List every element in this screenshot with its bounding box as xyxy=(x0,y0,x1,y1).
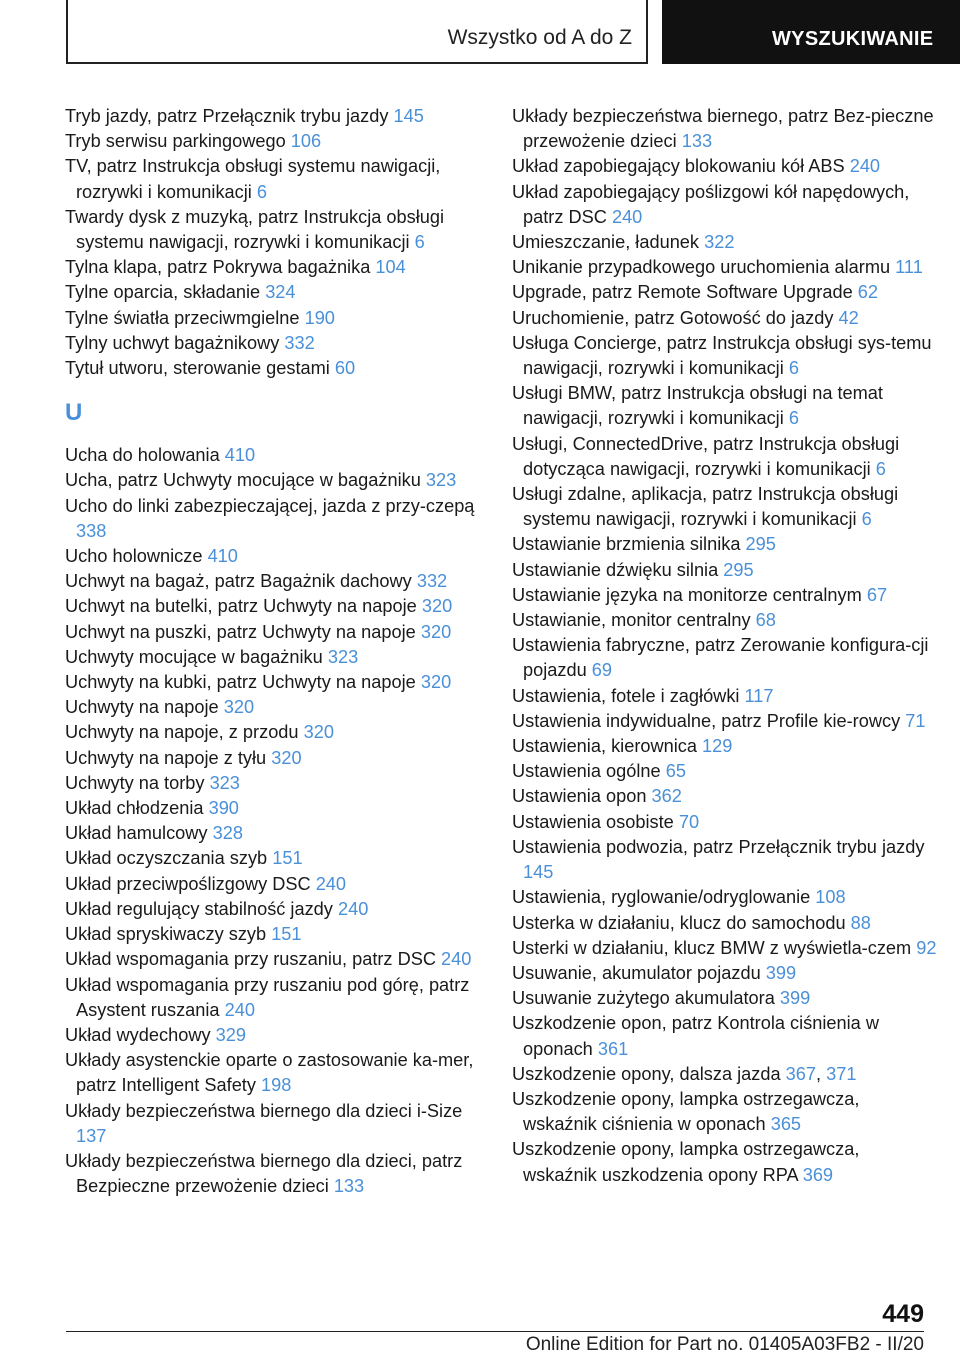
index-entry xyxy=(512,759,937,784)
index-entry-text: Ucha do holowania xyxy=(65,445,220,466)
index-entry xyxy=(512,1137,937,1187)
index-entry xyxy=(65,129,485,154)
index-entry xyxy=(65,443,485,468)
page-link[interactable]: 320 xyxy=(420,621,452,642)
index-entry xyxy=(512,331,937,381)
index-entry xyxy=(65,594,485,619)
index-entry xyxy=(65,356,485,381)
page-link[interactable]: 104 xyxy=(375,257,406,278)
index-entry-text: Umieszczanie, ładunek xyxy=(512,232,700,253)
page-link[interactable]: 68 xyxy=(755,610,776,631)
index-entry-text: Unikanie przypadkowego uruchomienia alarmu xyxy=(512,257,891,278)
index-entry-text: Uruchomienie, patrz Gotowość do jazdy xyxy=(512,307,834,328)
page-link[interactable]: 145 xyxy=(393,106,424,126)
page-link[interactable]: 6 xyxy=(788,408,799,429)
page-link[interactable]: 369 xyxy=(802,1164,834,1185)
index-entry-text: Układ regulujący stabilność jazdy xyxy=(65,898,333,919)
page-link[interactable]: 240 xyxy=(337,898,369,919)
index-entry xyxy=(65,205,485,255)
index-column-right xyxy=(512,104,937,1188)
index-entry xyxy=(65,1099,485,1149)
index-entry-text: Ustawianie dźwięku silnia xyxy=(512,559,719,580)
index-entry xyxy=(65,645,485,670)
page-link[interactable]: 320 xyxy=(271,747,302,768)
index-entry xyxy=(512,709,937,734)
page-link[interactable]: 371 xyxy=(826,1063,857,1084)
page-link[interactable]: 70 xyxy=(678,811,700,832)
page-link[interactable]: 410 xyxy=(207,546,238,567)
page-link[interactable]: 6 xyxy=(875,458,886,479)
index-entry xyxy=(65,796,485,821)
index-entry xyxy=(65,872,485,897)
index-entry xyxy=(512,583,937,608)
index-entry xyxy=(512,104,937,154)
page-link[interactable]: 399 xyxy=(765,962,797,983)
index-entry-text: Usterki w działaniu, klucz BMW z wyświetla-czem xyxy=(512,937,912,958)
index-entry xyxy=(512,608,937,633)
index-entry xyxy=(512,532,937,557)
page-link[interactable]: 332 xyxy=(284,332,315,353)
index-entry-text: Usterka w działaniu, klucz do samochodu xyxy=(512,912,846,933)
index-entry xyxy=(65,771,485,796)
index-entry xyxy=(512,306,937,331)
index-entry xyxy=(65,306,485,331)
page-link[interactable]: 106 xyxy=(290,131,322,152)
index-entry-text: Tryb jazdy, patrz Przełącznik trybu jazdy xyxy=(65,106,389,126)
index-entry xyxy=(512,154,937,179)
index-entry-text: Ustawianie, monitor centralny xyxy=(512,610,751,631)
page-link[interactable]: 69 xyxy=(591,660,613,681)
page-link[interactable]: 6 xyxy=(788,358,799,379)
index-entry-text: Układy asystenckie oparte o zastosowanie ka-mer, patrz Intelligent Safety xyxy=(65,1050,474,1096)
page-link[interactable]: 151 xyxy=(271,924,302,945)
page-link[interactable]: 295 xyxy=(723,559,754,580)
index-entry xyxy=(512,381,937,431)
index-entry xyxy=(65,973,485,1023)
page-link[interactable]: 60 xyxy=(334,358,356,379)
index-entry xyxy=(65,494,485,544)
index-entry-text: Uchwyty na torby xyxy=(65,772,205,793)
index-entry: Uszkodzenie opony, dalsza jazda 367, 371 xyxy=(512,1063,857,1084)
index-entry xyxy=(512,1087,937,1137)
index-entry xyxy=(512,280,937,305)
page-link[interactable]: 365 xyxy=(770,1114,802,1135)
index-entry-text: Twardy dysk z muzyką, patrz Instrukcja obsługi systemu nawigacji, rozrywki i komunikacji xyxy=(65,206,445,253)
page-link[interactable]: 323 xyxy=(209,772,240,793)
index-entry-text: TV, patrz Instrukcja obsługi systemu nawigacji, rozrywki i komunikacji xyxy=(65,156,441,202)
page-link[interactable]: 324 xyxy=(265,282,296,303)
index-entry-text: Usługi, ConnectedDrive, patrz Instrukcja obsługi dotycząca nawigacji, rozrywki i komunikacji xyxy=(512,433,900,479)
index-entry xyxy=(512,936,937,961)
index-entry xyxy=(512,961,937,986)
index-entry xyxy=(512,432,937,482)
index-entry-text: Ustawienia podwozia, patrz Przełącznik trybu jazdy xyxy=(512,836,925,857)
index-entry xyxy=(65,922,485,947)
index-entry xyxy=(65,468,485,493)
index-entry xyxy=(65,1023,485,1048)
page-link[interactable]: 322 xyxy=(704,232,735,253)
index-list-left-before xyxy=(65,104,485,381)
index-entry xyxy=(65,1048,485,1098)
index-entry xyxy=(65,846,485,871)
index-column-left xyxy=(65,104,485,1199)
index-entry-text: Układy bezpieczeństwa biernego dla dzieci, patrz Bezpieczne przewożenie dzieci xyxy=(65,1150,463,1197)
index-entry xyxy=(65,255,485,280)
index-entry xyxy=(65,1149,485,1199)
index-entry-text: Uszkodzenie opon, patrz Kontrola ciśnienia w oponach xyxy=(512,1013,879,1059)
page-link[interactable]: 198 xyxy=(261,1075,292,1096)
page-link[interactable]: 240 xyxy=(441,949,472,970)
index-entry xyxy=(512,1011,937,1061)
index-entry xyxy=(512,911,937,936)
index-entry xyxy=(512,810,937,835)
page-link[interactable]: 151 xyxy=(272,848,303,869)
index-entry-text: Uchwyty na napoje, z przodu xyxy=(65,722,299,743)
footer-edition: Online Edition for Part no. 01405A03FB2 - II/20 xyxy=(525,1334,924,1355)
index-entry-text: Uchwyty mocujące w bagażniku xyxy=(65,646,323,667)
index-entry-text: Układ spryskiwaczy szyb xyxy=(65,924,267,945)
index-entry-text: Układ wspomagania przy ruszaniu, patrz DSC xyxy=(65,949,436,970)
page-link[interactable]: 129 xyxy=(702,736,733,757)
index-entry xyxy=(65,331,485,356)
index-entry-text: Układy bezpieczeństwa biernego, patrz Bez-pieczne przewożenie dzieci xyxy=(512,106,934,152)
index-entry-text: Uchwyty na napoje z tyłu xyxy=(65,747,267,768)
index-entry xyxy=(512,230,937,255)
page-link[interactable]: 240 xyxy=(224,999,255,1020)
page-link[interactable]: 92 xyxy=(916,937,937,958)
index-entry-text: Usuwanie zużytego akumulatora xyxy=(512,988,775,1009)
page-link[interactable]: 190 xyxy=(304,307,335,328)
page-link[interactable]: 323 xyxy=(425,470,457,491)
index-entry-text: Uszkodzenie opony, lampka ostrzegawcza, wskaźnik uszkodzenia opony RPA xyxy=(512,1139,860,1185)
page-link[interactable]: 133 xyxy=(681,131,713,152)
index-entry xyxy=(65,947,485,972)
index-entry xyxy=(65,280,485,305)
index-entry-text: Ucho holownicze xyxy=(65,546,203,567)
page-link[interactable]: 145 xyxy=(523,862,554,883)
page-link[interactable]: 111 xyxy=(895,257,923,278)
index-entry-text: Upgrade, patrz Remote Software Upgrade xyxy=(512,282,853,303)
index-list-right xyxy=(512,104,937,1188)
index-entry xyxy=(512,986,937,1011)
index-entry-text: Uszkodzenie opony, lampka ostrzegawcza, wskaźnik ciśnienia w oponach xyxy=(512,1088,860,1135)
index-entry xyxy=(65,544,485,569)
page-link[interactable]: 320 xyxy=(421,596,453,617)
tab-search-label: WYSZUKIWANIE xyxy=(772,28,934,50)
page-link[interactable]: 137 xyxy=(76,1125,107,1146)
index-entry-text: Układ chłodzenia xyxy=(65,798,204,819)
section-title: Wszystko od A do Z xyxy=(447,26,632,49)
index-entry-text: Ustawienia fabryczne, patrz Zerowanie konfigura-cji pojazdu xyxy=(512,635,929,681)
index-entry-text: Układ przeciwpoślizgowy DSC xyxy=(65,873,311,894)
page-link[interactable]: 65 xyxy=(665,761,686,782)
index-list-left-after xyxy=(65,443,485,1199)
index-entry-text: Ustawianie brzmienia silnika xyxy=(512,534,741,555)
page-link[interactable]: 329 xyxy=(215,1024,246,1045)
section-letter: U xyxy=(65,399,83,427)
page-link[interactable]: 117 xyxy=(744,685,774,706)
page-link[interactable]: 108 xyxy=(815,887,846,908)
page-link[interactable]: 295 xyxy=(745,534,776,555)
page-link[interactable]: 320 xyxy=(420,672,452,693)
page-link[interactable]: 332 xyxy=(416,571,448,592)
index-entry xyxy=(512,734,937,759)
index-entry xyxy=(512,558,937,583)
index-entry xyxy=(512,684,937,709)
index-entry-text: Ucha, patrz Uchwyty mocujące w bagażniku xyxy=(65,470,421,491)
index-entry xyxy=(65,670,485,695)
index-entry xyxy=(65,569,485,594)
index-entry-text: Ustawienia indywidualne, patrz Profile kie-rowcy xyxy=(512,710,901,731)
page-link[interactable]: 367 xyxy=(785,1063,817,1084)
page-link[interactable]: 42 xyxy=(838,307,859,328)
index-entry-text: Ustawienia, fotele i zagłówki xyxy=(512,685,740,706)
index-entry-text: Układ wydechowy xyxy=(65,1024,211,1045)
index-entry-text: Usługi BMW, patrz Instrukcja obsługi na temat nawigacji, rozrywki i komunikacji xyxy=(512,383,883,429)
page-link[interactable]: 133 xyxy=(333,1176,365,1197)
index-entry-text: Ustawienia opon xyxy=(512,786,647,807)
page-link[interactable]: 390 xyxy=(208,798,239,819)
tab-search[interactable] xyxy=(662,0,960,64)
index-entry xyxy=(512,482,937,532)
index-entry-text: Ustawienia ogólne xyxy=(512,761,661,782)
header-section-box xyxy=(66,0,648,64)
index-entry-text: Ustawienia osobiste xyxy=(512,811,674,832)
index-entry xyxy=(512,885,937,910)
index-entry-text: Uchwyt na butelki, patrz Uchwyty na napoje xyxy=(65,596,417,617)
index-entry-text: Ustawianie języka na monitorze centralnym xyxy=(512,584,862,605)
index-entry-text: Układ hamulcowy xyxy=(65,823,208,844)
index-entry xyxy=(65,695,485,720)
page-link[interactable]: 320 xyxy=(223,697,255,718)
index-entry-text: Uchwyt na bagaż, patrz Bagażnik dachowy xyxy=(65,571,412,592)
page-link[interactable]: 320 xyxy=(303,722,334,743)
index-entry-text: Usługa Concierge, patrz Instrukcja obsługi sys-temu nawigacji, rozrywki i komunikacji xyxy=(512,332,932,379)
index-entry-text: Uszkodzenie opony, dalsza jazda xyxy=(512,1063,781,1084)
index-entry-text: Uchwyty na napoje xyxy=(65,697,219,718)
index-entry xyxy=(65,821,485,846)
index-entry-text: Usuwanie, akumulator pojazdu xyxy=(512,962,761,983)
index-entry-text: Układ wspomagania przy ruszaniu pod górę, patrz Asystent ruszania xyxy=(65,974,470,1020)
index-entry-text: Ucho do linki zabezpieczającej, jazda z przy-czepą xyxy=(65,495,475,516)
index-entry-text: Uchwyty na kubki, patrz Uchwyty na napoje xyxy=(65,672,416,693)
page-link[interactable]: 399 xyxy=(779,988,811,1009)
index-entry-text: Tryb serwisu parkingowego xyxy=(65,131,286,152)
page-link[interactable]: 240 xyxy=(315,873,347,894)
index-entry xyxy=(65,897,485,922)
index-entry-text: Tytuł utworu, sterowanie gestami xyxy=(65,358,330,379)
page-link[interactable]: 410 xyxy=(224,445,256,466)
page-link[interactable]: 62 xyxy=(857,282,878,303)
page-link[interactable]: 240 xyxy=(611,206,643,227)
index-entry-text: Tylna klapa, patrz Pokrywa bagażnika xyxy=(65,257,371,278)
page-link[interactable]: 240 xyxy=(849,156,881,177)
page-link[interactable]: 67 xyxy=(866,584,888,605)
page-link[interactable]: 88 xyxy=(850,912,871,933)
index-entry-text: Tylne oparcia, składanie xyxy=(65,282,261,303)
index-entry-text: Układy bezpieczeństwa biernego dla dzieci i-Size xyxy=(65,1100,463,1121)
index-entry-text: Układ zapobiegający blokowaniu kół ABS xyxy=(512,156,845,177)
index-entry xyxy=(512,835,937,885)
page-link[interactable]: 362 xyxy=(651,786,682,807)
index-entry xyxy=(512,784,937,809)
index-entry-text: Uchwyt na puszki, patrz Uchwyty na napoje xyxy=(65,621,416,642)
page-link[interactable]: 338 xyxy=(76,520,107,541)
index-entry-text: Ustawienia, ryglowanie/odryglowanie xyxy=(512,887,811,908)
page-link[interactable]: 6 xyxy=(256,181,268,202)
page-link[interactable]: 6 xyxy=(414,232,425,253)
index-entry xyxy=(65,620,485,645)
index-entry xyxy=(65,746,485,771)
page-link[interactable]: 71 xyxy=(905,710,926,731)
index-entry xyxy=(65,154,485,204)
index-entry-text: Ustawienia, kierownica xyxy=(512,736,697,757)
page-number: 449 xyxy=(882,1300,924,1328)
page-link[interactable]: 328 xyxy=(212,823,243,844)
footer-divider xyxy=(66,1331,924,1332)
page-link[interactable]: 6 xyxy=(861,509,872,530)
index-entry xyxy=(65,720,485,745)
index-entry xyxy=(65,104,485,129)
index-entry-text: Usługi zdalne, aplikacja, patrz Instrukcja obsługi systemu nawigacji, rozrywki i komunikacji xyxy=(512,484,899,530)
index-entry-text: Układ oczyszczania szyb xyxy=(65,848,268,869)
index-entry xyxy=(512,180,937,230)
index-entry xyxy=(512,255,937,280)
index-entry xyxy=(512,633,937,683)
page-link[interactable]: 323 xyxy=(327,646,359,667)
page-link[interactable]: 361 xyxy=(597,1038,629,1059)
index-entry-text: Układ zapobiegający poślizgowi kół napędowych, patrz DSC xyxy=(512,181,910,227)
index-entry-text: Tylny uchwyt bagażnikowy xyxy=(65,332,280,353)
index-entry-text: Tylne światła przeciwmgielne xyxy=(65,307,300,328)
